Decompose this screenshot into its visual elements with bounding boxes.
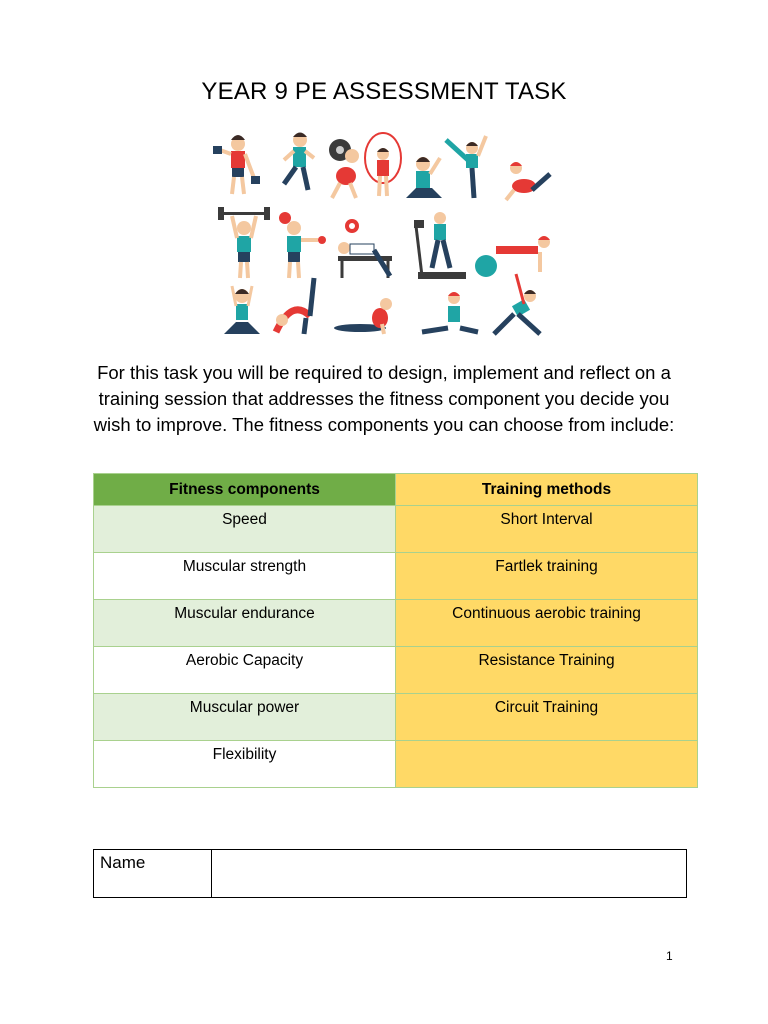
- lying-stretch-figure: [506, 162, 550, 200]
- table-row: [94, 506, 698, 553]
- barbell-overhead-figure: [218, 207, 270, 278]
- training-method-cell: Circuit Training: [396, 694, 698, 741]
- weight-plate-figure: [329, 139, 359, 198]
- dancer-figure: [446, 136, 486, 198]
- triangle-pose-figure: [494, 274, 540, 334]
- header-fitness-components: Fitness components: [94, 474, 396, 506]
- jump-rope-figure: [365, 133, 401, 196]
- fitness-component-cell: Aerobic Capacity: [94, 647, 396, 694]
- table-row: [94, 553, 698, 600]
- running-figure: [284, 133, 314, 191]
- table-row: [94, 694, 698, 741]
- fitness-component-cell: Speed: [94, 506, 396, 553]
- cobra-pose-figure: [334, 298, 392, 334]
- fitness-component-cell: Muscular endurance: [94, 600, 396, 647]
- training-method-cell: Short Interval: [396, 506, 698, 553]
- exercise-illustration: [210, 128, 558, 343]
- header-training-methods: Training methods: [396, 474, 698, 506]
- name-table: [93, 849, 687, 898]
- sitting-stretch-figure: [406, 157, 442, 198]
- page-number: 1: [666, 949, 673, 963]
- table-row: [94, 600, 698, 647]
- training-method-cell: Fartlek training: [396, 553, 698, 600]
- name-label: Name: [94, 850, 212, 898]
- table-row: [94, 647, 698, 694]
- exercise-ball-figure: [475, 236, 550, 277]
- dumbbell-figure: [213, 135, 260, 194]
- fitness-table: [93, 473, 698, 788]
- table-header-row: [94, 474, 698, 506]
- page-title: YEAR 9 PE ASSESSMENT TASK: [201, 78, 567, 105]
- split-pose-figure: [422, 292, 478, 332]
- treadmill-figure: [414, 212, 466, 279]
- training-method-cell: [396, 741, 698, 788]
- lotus-pose-figure: [224, 286, 260, 334]
- bridge-pose-figure: [276, 278, 314, 334]
- name-field[interactable]: [212, 850, 687, 898]
- bench-press-figure: [338, 219, 392, 278]
- fitness-component-cell: Flexibility: [94, 741, 396, 788]
- fitness-component-cell: Muscular power: [94, 694, 396, 741]
- task-description: For this task you will be required to design, implement and reflect on a training session that addresses the fitness component you decide you wish to improve. The fitness components you can choose from include:: [93, 362, 675, 435]
- fitness-component-cell: Muscular strength: [94, 553, 396, 600]
- training-method-cell: Continuous aerobic training: [396, 600, 698, 647]
- table-row: [94, 741, 698, 788]
- training-method-cell: Resistance Training: [396, 647, 698, 694]
- kettlebell-figure: [279, 212, 326, 278]
